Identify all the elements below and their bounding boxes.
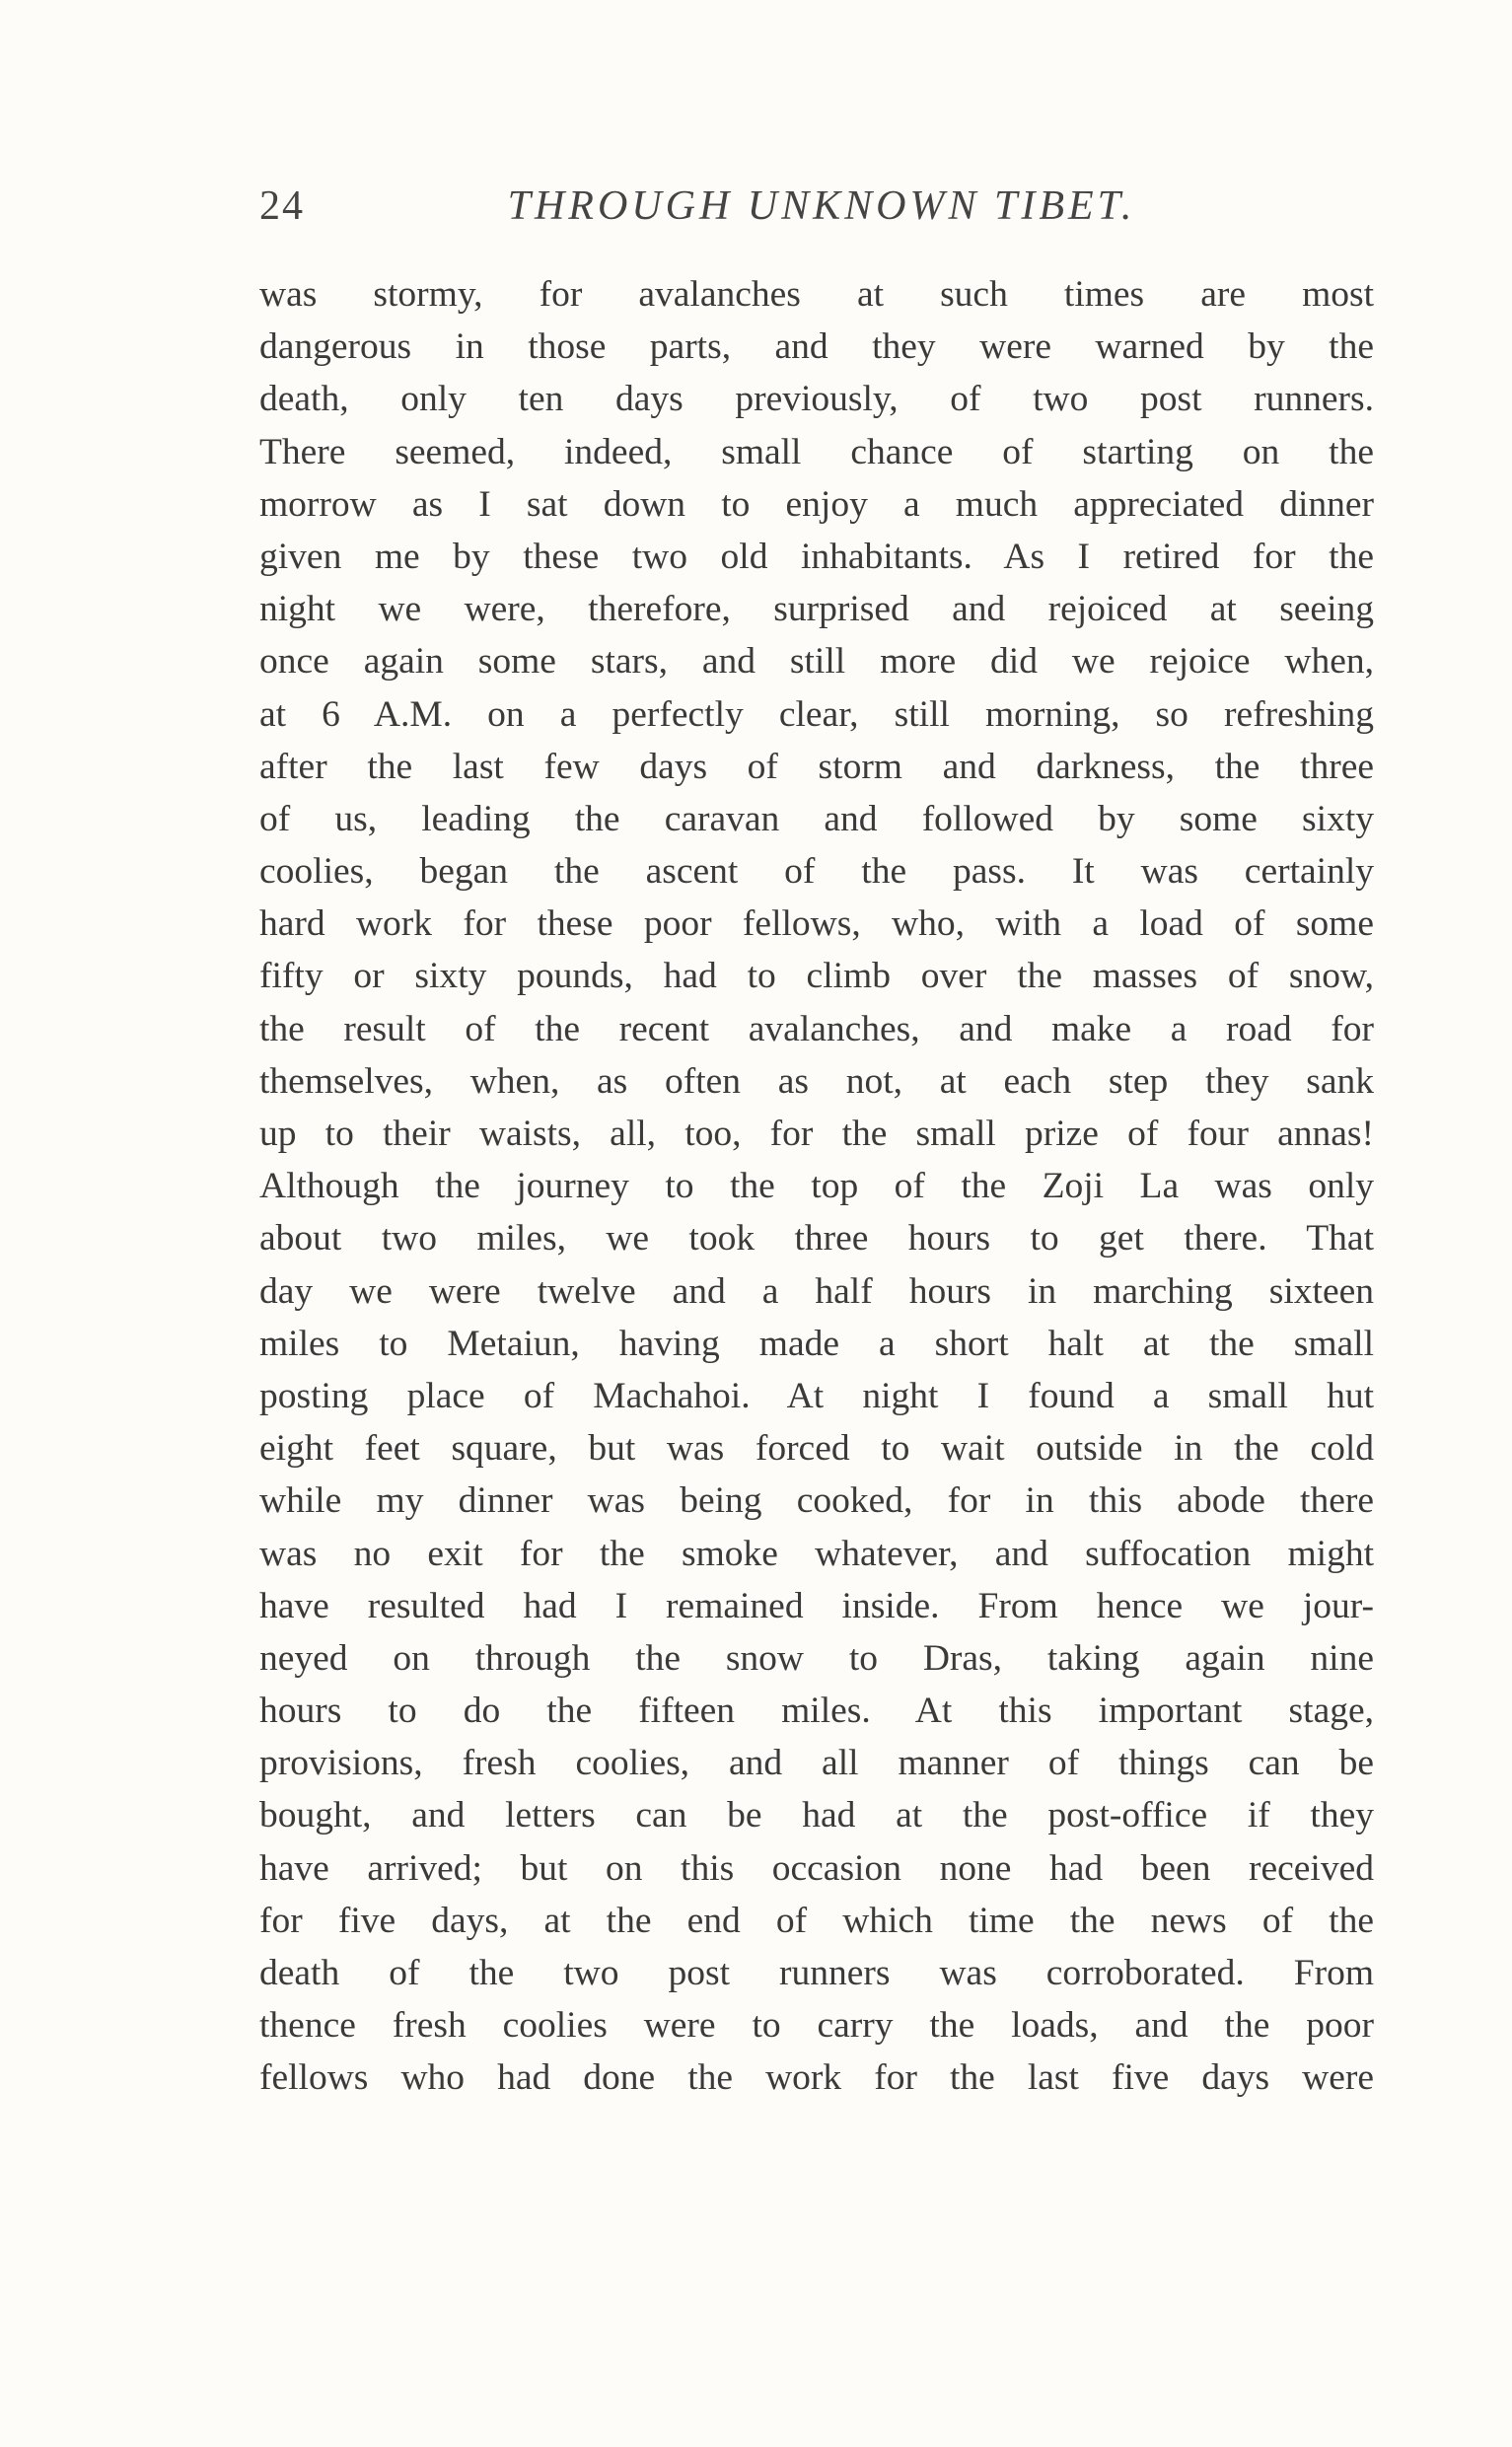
text-line: night we were, therefore, surprised and rejoiced at seeing — [259, 589, 1374, 630]
text-line: posting place of Machahoi. At night I found a small hut — [259, 1375, 1374, 1416]
text-line: at 6 A.M. on a perfectly clear, still morning, so refreshing — [259, 693, 1374, 735]
text-line: day we were twelve and a half hours in marching sixteen — [259, 1270, 1374, 1312]
text-line: about two miles, we took three hours to get there. That — [259, 1218, 1374, 1259]
text-line: provisions, fresh coolies, and all manner of things can be — [259, 1743, 1374, 1784]
text-line: the result of the recent avalanches, and make a road for — [259, 1008, 1374, 1049]
text-line: once again some stars, and still more did we rejoice when, — [259, 641, 1374, 683]
text-line: fellows who had done the work for the last five days were — [259, 2057, 1374, 2099]
text-line: while my dinner was being cooked, for in this abode there — [259, 1480, 1374, 1522]
text-line: for five days, at the end of which time the news of the — [259, 1900, 1374, 1941]
text-line: neyed on through the snow to Dras, taking again nine — [259, 1637, 1374, 1679]
text-line: coolies, began the ascent of the pass. It was certainly — [259, 851, 1374, 893]
text-line: fifty or sixty pounds, had to climb over the masses of snow, — [259, 956, 1374, 997]
running-head — [259, 182, 1384, 242]
text-line: given me by these two old inhabitants. As I retired for the — [259, 536, 1374, 577]
text-line: hard work for these poor fellows, who, with a load of some — [259, 903, 1374, 945]
running-title: THROUGH UNKNOWN TIBET. — [507, 183, 1136, 229]
page-number: 24 — [259, 183, 305, 229]
text-line: death, only ten days previously, of two post runners. — [259, 379, 1374, 420]
text-line: have arrived; but on this occasion none had been received — [259, 1847, 1374, 1889]
text-line: up to their waists, all, too, for the small prize of four annas! — [259, 1114, 1374, 1154]
text-line: was stormy, for avalanches at such times are most — [259, 274, 1374, 315]
text-line: of us, leading the caravan and followed by some sixty — [259, 798, 1374, 839]
text-line: have resulted had I remained inside. From hence we jour- — [259, 1585, 1374, 1626]
text-line: themselves, when, as often as not, at each step they sank — [259, 1060, 1374, 1102]
text-line: death of the two post runners was corroborated. From — [259, 1953, 1374, 1993]
text-line: dangerous in those parts, and they were warned by the — [259, 326, 1374, 368]
text-line: There seemed, indeed, small chance of starting on the — [259, 431, 1374, 472]
text-line: miles to Metaiun, having made a short halt at the small — [259, 1323, 1374, 1364]
text-line: morrow as I sat down to enjoy a much appreciated dinner — [259, 483, 1374, 525]
text-line: was no exit for the smoke whatever, and suffocation might — [259, 1533, 1374, 1574]
text-line: after the last few days of storm and darkness, the three — [259, 746, 1374, 787]
text-line: hours to do the fifteen miles. At this important stage, — [259, 1691, 1374, 1732]
text-line: bought, and letters can be had at the post-office if they — [259, 1795, 1374, 1836]
text-line: Although the journey to the top of the Zoji La was only — [259, 1166, 1374, 1207]
text-line: eight feet square, but was forced to wait outside in the cold — [259, 1428, 1374, 1470]
body-text — [259, 268, 1374, 2105]
text-line: thence fresh coolies were to carry the loads, and the poor — [259, 2005, 1374, 2047]
